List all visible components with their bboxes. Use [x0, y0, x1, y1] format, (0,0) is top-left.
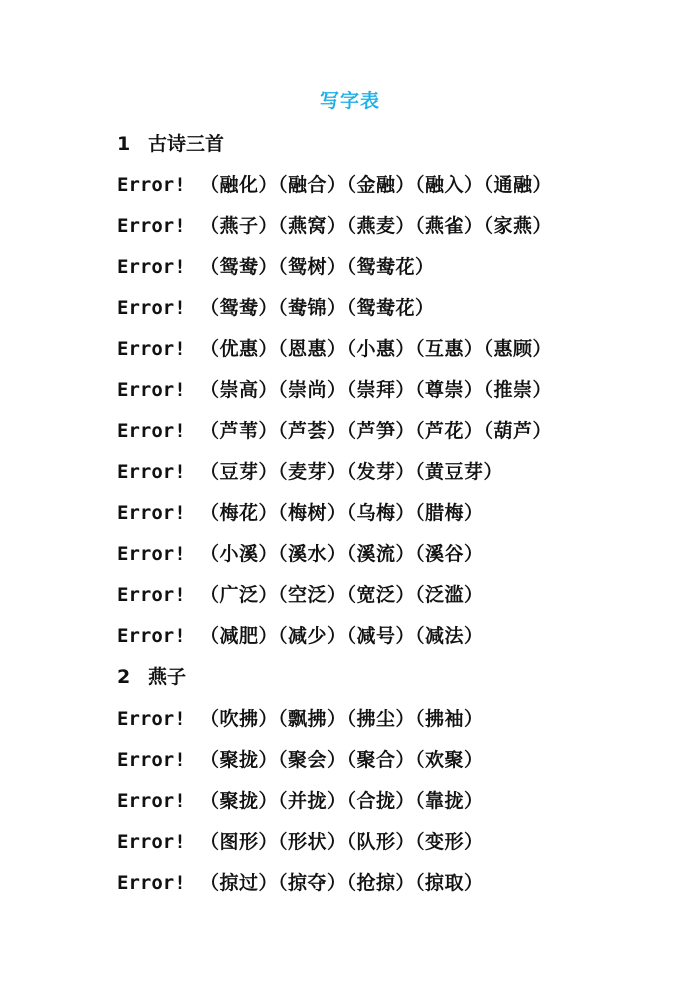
word-row [117, 498, 484, 525]
word-row [117, 704, 484, 731]
error-label: Error! [117, 461, 186, 483]
word-list: （广泛）（空泛）（宽泛）（泛滥） [200, 584, 484, 606]
word-list: （崇高）（崇尚）（崇拜）（尊崇）（推崇） [200, 379, 553, 401]
word-list: （融化）（融合）（金融）（融入）（通融） [200, 174, 553, 196]
word-list: （聚拢）（并拢）（合拢）（靠拢） [200, 790, 484, 812]
error-label: Error! [117, 420, 186, 442]
error-label: Error! [117, 256, 186, 278]
error-label: Error! [117, 502, 186, 524]
word-list: （掠过）（掠夺）（抢掠）（掠取） [200, 872, 484, 894]
section-name: 燕子 [148, 666, 187, 688]
error-label: Error! [117, 749, 186, 771]
word-row [117, 416, 552, 443]
error-label: Error! [117, 790, 186, 812]
word-row [117, 457, 503, 484]
word-list: （减肥）（减少）（减号）（减法） [200, 625, 484, 647]
word-row [117, 621, 484, 648]
error-label: Error! [117, 584, 186, 606]
error-label: Error! [117, 543, 186, 565]
word-list: （吹拂）（飘拂）（拂尘）（拂袖） [200, 708, 484, 730]
word-list: （鸳鸯）（鸳树）（鸳鸯花） [200, 256, 435, 278]
word-list: （聚拢）（聚会）（聚合）（欢聚） [200, 749, 484, 771]
word-list: （小溪）（溪水）（溪流）（溪谷） [200, 543, 484, 565]
word-row [117, 539, 484, 566]
word-row [117, 868, 484, 895]
word-list: （豆芽）（麦芽）（发芽）（黄豆芽） [200, 461, 504, 483]
word-list: （燕子）（燕窝）（燕麦）（燕雀）（家燕） [200, 215, 553, 237]
word-row [117, 334, 552, 361]
error-label: Error! [117, 215, 186, 237]
word-list: （优惠）（恩惠）（小惠）（互惠）（惠顾） [200, 338, 553, 360]
section-number: 2 [117, 666, 131, 688]
section-heading [117, 662, 186, 689]
word-row [117, 745, 484, 772]
error-label: Error! [117, 831, 186, 853]
error-label: Error! [117, 708, 186, 730]
error-label: Error! [117, 625, 186, 647]
word-list: （梅花）（梅树）（乌梅）（腊梅） [200, 502, 484, 524]
word-row [117, 252, 435, 279]
word-list: （图形）（形状）（队形）（变形） [200, 831, 484, 853]
word-row [117, 375, 552, 402]
section-name: 古诗三首 [148, 133, 225, 155]
word-row [117, 211, 552, 238]
word-list: （芦苇）（芦荟）（芦笋）（芦花）（葫芦） [200, 420, 553, 442]
word-row [117, 293, 435, 320]
error-label: Error! [117, 379, 186, 401]
word-row [117, 827, 484, 854]
word-row [117, 170, 552, 197]
error-label: Error! [117, 297, 186, 319]
section-number: 1 [117, 133, 131, 155]
error-label: Error! [117, 174, 186, 196]
page-title: 写字表 [319, 90, 380, 112]
error-label: Error! [117, 338, 186, 360]
section-heading [117, 129, 224, 156]
word-row [117, 786, 484, 813]
word-row [117, 580, 484, 607]
error-label: Error! [117, 872, 186, 894]
word-list: （鸳鸯）（鸯锦）（鸳鸯花） [200, 297, 435, 319]
